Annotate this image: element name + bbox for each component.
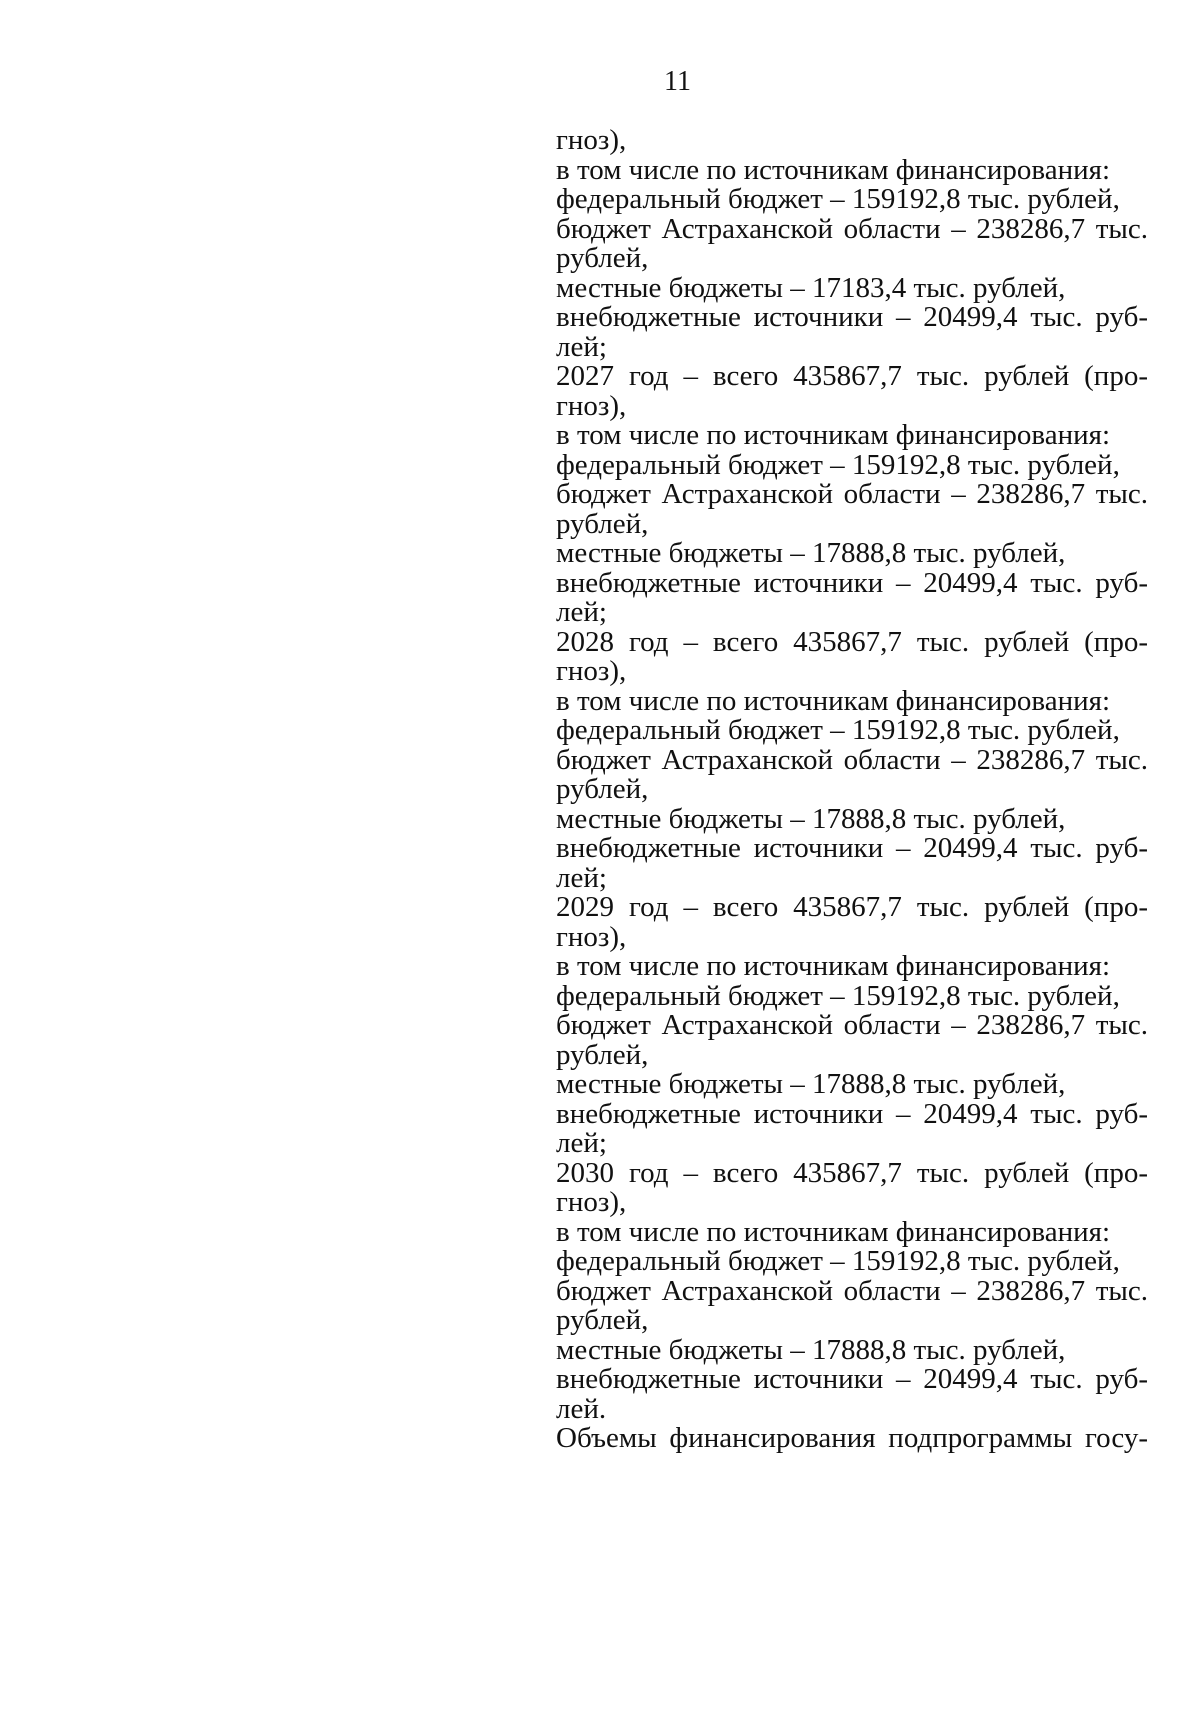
text-line: рублей,	[556, 1038, 649, 1071]
text-line: бюджет Астраханской области – 238286,7 тыс.	[556, 1274, 1148, 1307]
text-line: рублей,	[556, 242, 649, 274]
text-line: лей.	[556, 1392, 607, 1425]
text-line: местные бюджеты – 17888,8 тыс. рублей,	[556, 537, 1066, 569]
text-line: 2027 год – всего 435867,7 тыс. рублей (про-	[556, 360, 1148, 392]
text-line: лей;	[556, 1127, 607, 1159]
page-number: 11	[664, 66, 691, 97]
text-line: федеральный бюджет – 159192,8 тыс. рублей,	[556, 183, 1120, 215]
text-line: местные бюджеты – 17183,4 тыс. рублей,	[556, 271, 1066, 304]
text-line: федеральный бюджет – 159192,8 тыс. рублей,	[556, 979, 1120, 1012]
text-line: бюджет Астраханской области – 238286,7 тыс.	[556, 743, 1148, 776]
text-line: 2029 год – всего 435867,7 тыс. рублей (про-	[556, 891, 1148, 923]
text-line: рублей,	[556, 773, 649, 805]
text-line: 2030 год – всего 435867,7 тыс. рублей (про-	[556, 1156, 1148, 1189]
text-line: Объемы финансирования подпрограммы госу-	[556, 1422, 1148, 1454]
text-line: бюджет Астраханской области – 238286,7 тыс.	[556, 478, 1148, 510]
text-column	[556, 126, 1148, 1454]
text-line: бюджет Астраханской области – 238286,7 тыс.	[556, 212, 1148, 245]
text-line: внебюджетные источники – 20499,4 тыс. руб-	[556, 832, 1148, 864]
text-line: гноз),	[556, 655, 627, 687]
text-line: гноз),	[556, 124, 627, 156]
text-line: бюджет Астраханской области – 238286,7 тыс.	[556, 1009, 1148, 1041]
text-line: 2028 год – всего 435867,7 тыс. рублей (про-	[556, 625, 1148, 658]
text-line: внебюджетные источники – 20499,4 тыс. руб-	[556, 1097, 1148, 1130]
text-line: местные бюджеты – 17888,8 тыс. рублей,	[556, 1333, 1066, 1366]
text-line: внебюджетные источники – 20499,4 тыс. руб-	[556, 301, 1148, 333]
text-line: в том числе по источникам финансирования:	[556, 153, 1111, 186]
text-line: лей;	[556, 861, 607, 894]
text-line: в том числе по источникам финансирования:	[556, 950, 1111, 982]
text-line: рублей,	[556, 1304, 649, 1336]
text-line: федеральный бюджет – 159192,8 тыс. рублей,	[556, 1245, 1120, 1277]
text-line: внебюджетные источники – 20499,4 тыс. руб-	[556, 566, 1148, 599]
text-line: федеральный бюджет – 159192,8 тыс. рублей,	[556, 448, 1120, 481]
text-line: гноз),	[556, 389, 627, 422]
text-line: гноз),	[556, 920, 627, 953]
text-line: в том числе по источникам финансирования:	[556, 684, 1111, 717]
text-line: внебюджетные источники – 20499,4 тыс. руб-	[556, 1363, 1148, 1395]
text-line: местные бюджеты – 17888,8 тыс. рублей,	[556, 1068, 1066, 1100]
text-line: федеральный бюджет – 159192,8 тыс. рублей,	[556, 714, 1120, 746]
text-line: лей;	[556, 596, 607, 628]
text-line: в том числе по источникам финансирования:	[556, 419, 1111, 451]
text-line: гноз),	[556, 1186, 627, 1218]
text-line: в том числе по источникам финансирования:	[556, 1215, 1111, 1248]
text-line: местные бюджеты – 17888,8 тыс. рублей,	[556, 802, 1066, 835]
text-line: лей;	[556, 330, 607, 363]
text-line: рублей,	[556, 507, 649, 540]
